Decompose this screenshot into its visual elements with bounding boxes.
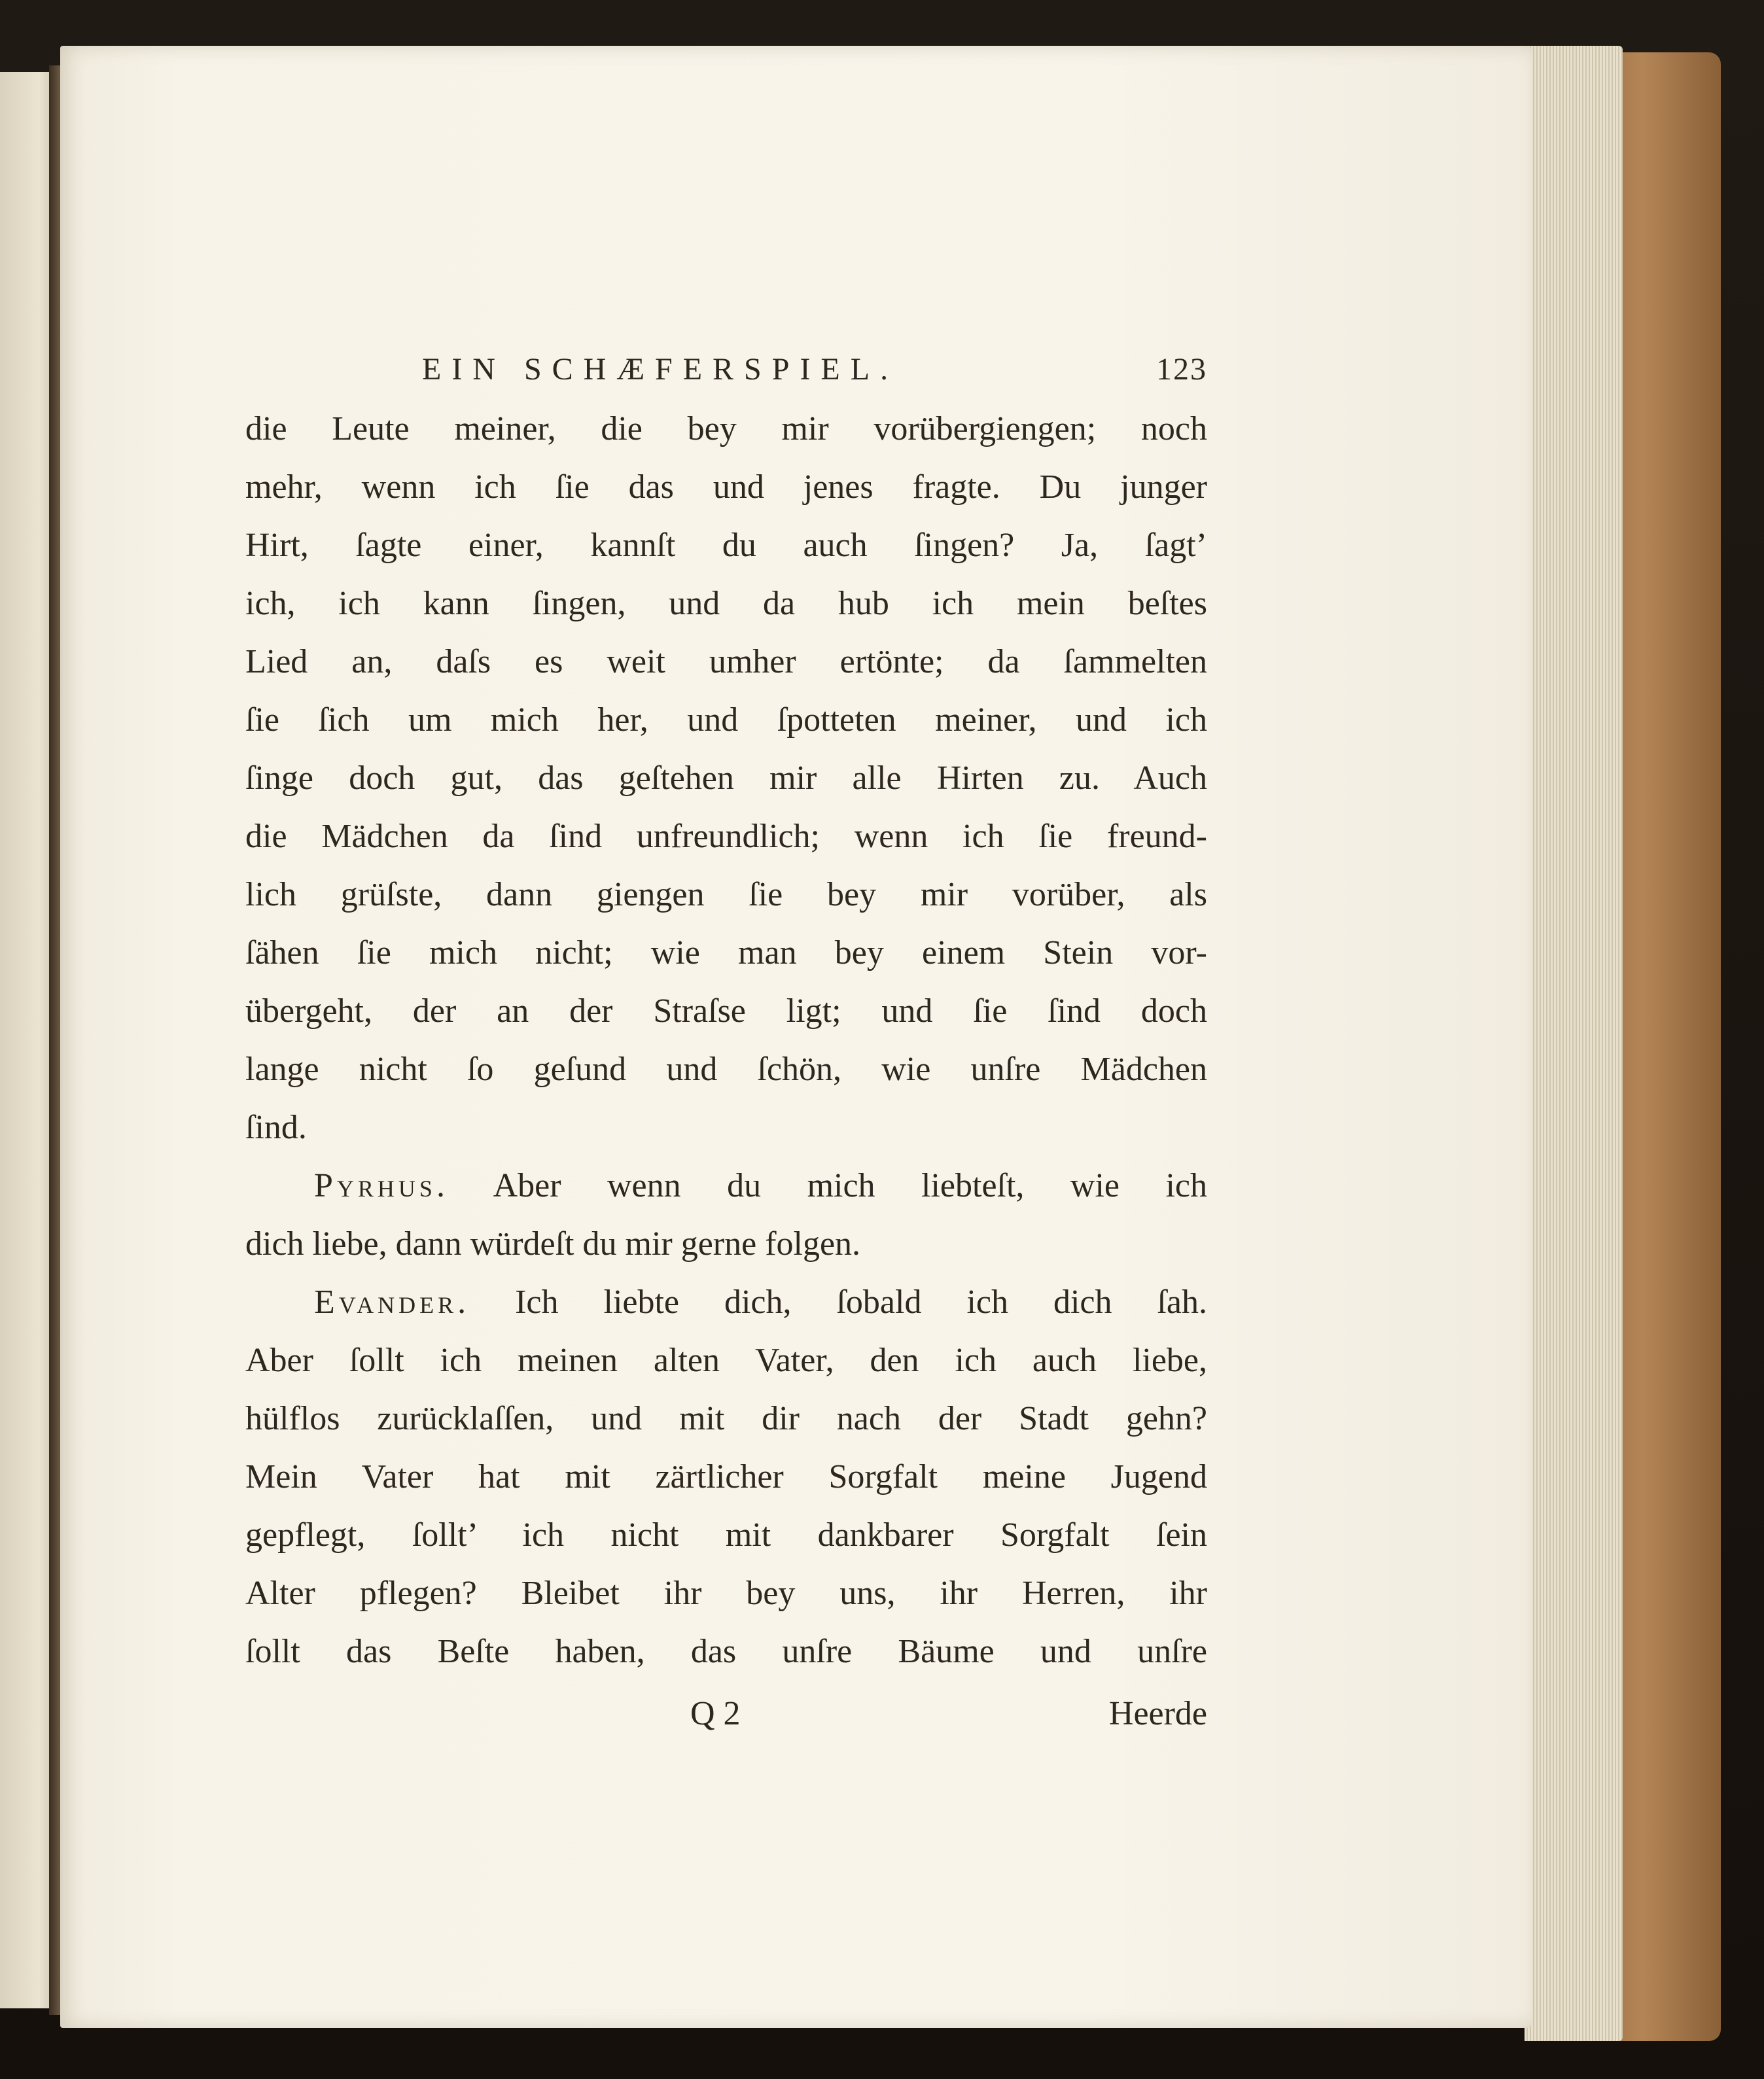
text-line: mehr, wenn ich ſie das und jenes fragte. Du junger <box>245 468 1207 506</box>
previous-page-edge <box>0 72 56 2008</box>
text-line: lange nicht ſo geſund und ſchön, wie unſre Mädchen <box>245 1051 1207 1088</box>
page-edges <box>1525 46 1623 2041</box>
text-line: ſie ſich um mich her, und ſpotteten meiner, und ich <box>245 701 1207 739</box>
text-line: Lied an, daſs es weit umher ertönte; da ſammelten <box>245 643 1207 680</box>
speech-text: Ich liebte dich, ſobald ich dich ſah. <box>515 1284 1207 1321</box>
text-line: die Leute meiner, die bey mir vorübergiengen; noch <box>245 410 1207 447</box>
signature-mark: Q 2 <box>690 1695 741 1732</box>
page-number: 123 <box>1156 352 1207 387</box>
catchword: Heerde <box>1108 1695 1207 1732</box>
text-line: lich grüſste, dann giengen ſie bey mir vorüber, als <box>245 876 1207 913</box>
speaker-name-pyrhus: Pyrhus. <box>314 1167 449 1204</box>
text-line: gepflegt, ſollt’ ich nicht mit dankbarer Sorgfalt ſein <box>245 1516 1207 1554</box>
text-line: die Mädchen da ſind unfreundlich; wenn ich ſie freund- <box>245 818 1207 855</box>
page-text <box>245 340 1207 1743</box>
page-footer <box>245 1685 1207 1743</box>
speech-evander-first-line <box>245 1273 1207 1331</box>
speaker-name-evander: Evander. <box>314 1284 470 1321</box>
text-line: ich, ich kann ſingen, und da hub ich mein beſtes <box>245 585 1207 622</box>
text-line: Aber ſollt ich meinen alten Vater, den ich auch liebe, <box>245 1342 1207 1379</box>
text-line: übergeht, der an der Straſse ligt; und ſie ſind doch <box>245 992 1207 1030</box>
text-line: ſollt das Beſte haben, das unſre Bäume und unſre <box>245 1633 1207 1670</box>
text-line: dich liebe, dann würdeſt du mir gerne folgen. <box>245 1225 861 1263</box>
speech-pyrhus-first-line <box>245 1157 1207 1215</box>
text-line: ſinge doch gut, das geſtehen mir alle Hirten zu. Auch <box>245 760 1207 797</box>
text-line: ſind. <box>245 1109 307 1146</box>
speech-text: Aber wenn du mich liebteſt, wie ich <box>493 1167 1207 1204</box>
text-line: Alter pflegen? Bleibet ihr bey uns, ihr Herren, ihr <box>245 1575 1207 1612</box>
running-head-title: EIN SCHÆFERSPIEL. <box>422 352 899 387</box>
text-line: ſähen ſie mich nicht; wie man bey einem Stein vor- <box>245 934 1207 971</box>
text-line: hülflos zurücklaſſen, und mit dir nach der Stadt gehn? <box>245 1400 1207 1437</box>
text-line: Mein Vater hat mit zärtlicher Sorgfalt meine Jugend <box>245 1458 1207 1495</box>
text-line: Hirt, ſagte einer, kannſt du auch ſingen? Ja, ſagt’ <box>245 527 1207 564</box>
running-head <box>245 340 1207 398</box>
